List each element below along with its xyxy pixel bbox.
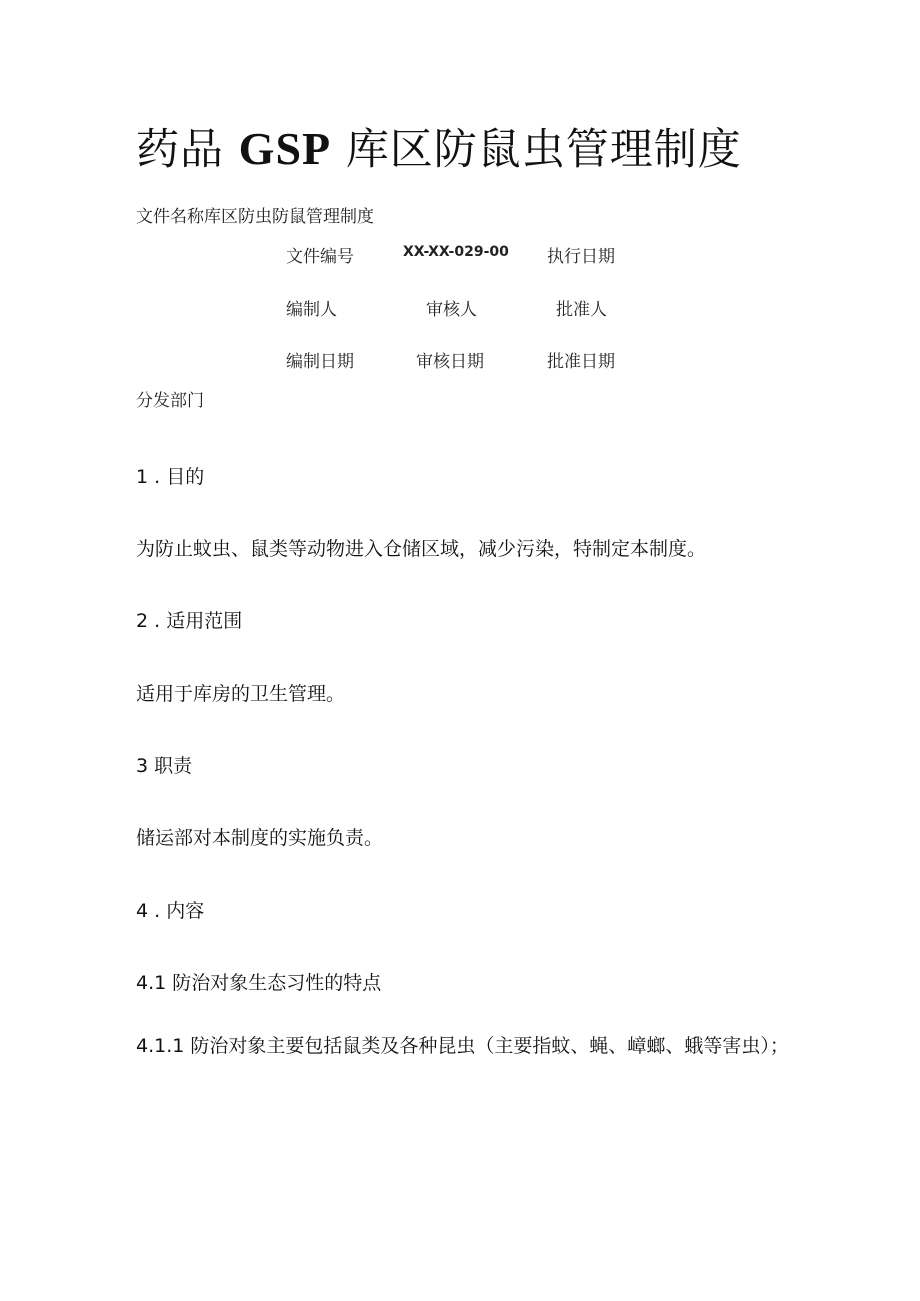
file-name-line: 文件名称库区防虫防鼠管理制度 [136,207,374,227]
document-title [136,116,742,177]
label-author-date: 编制日期 [286,352,354,372]
label-approver: 批准人 [556,300,607,320]
distribution-line: 分发部门 [136,391,204,411]
file-no-value: XX-XX-029-00 [403,244,509,260]
label-approve-date: 批准日期 [547,352,615,372]
section-2-text: 适用于库房的卫生管理。 [136,683,346,705]
label-file-no: 文件编号 [286,247,354,267]
title-prefix: 药品 [136,125,224,175]
label-review-date: 审核日期 [416,352,484,372]
section-3-heading: 3 职责 [136,755,193,777]
section-1-text: 为防止蚊虫、鼠类等动物进入仓储区域，减少污染，特制定本制度。 [136,538,707,560]
section-3-text: 储运部对本制度的实施负责。 [136,827,384,849]
label-reviewer: 审核人 [426,300,477,320]
title-latin: GSP [238,123,332,174]
label-exec-date: 执行日期 [547,247,615,267]
section-4-1-heading: 4.1 防治对象生态习性的特点 [136,972,382,994]
section-4-heading: 4 . 内容 [136,900,205,922]
title-suffix: 库区防鼠虫管理制度 [345,125,742,175]
section-4-1-1-paragraph: 4.1.1 防治对象主要包括鼠类及各种昆虫（主要指蚊、蝇、嶂螂、蛾等害虫）； [136,1035,789,1057]
label-author: 编制人 [286,300,337,320]
section-2-heading: 2 . 适用范围 [136,610,243,632]
section-1-heading: 1 . 目的 [136,466,205,488]
